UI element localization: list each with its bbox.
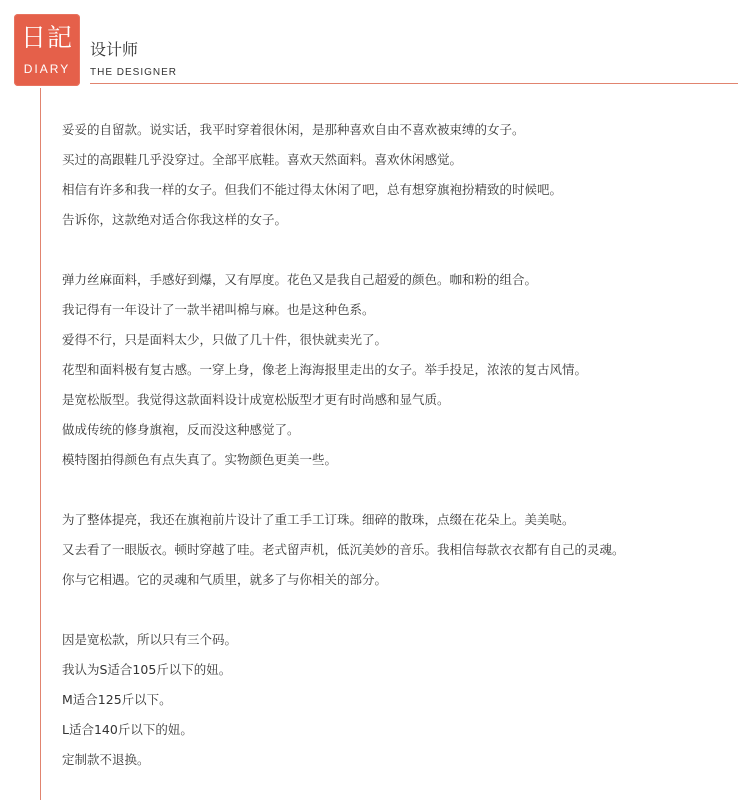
text-line: 相信有许多和我一样的女子。但我们不能过得太休闲了吧，总有想穿旗袍扮精致的时候吧。 [62,182,563,197]
text-line: 又去看了一眼版衣。顿时穿越了哇。老式留声机，低沉美妙的音乐。我相信每款衣衣都有自己的灵魂。 [62,542,625,557]
logo-sub-text: DIARY [23,62,71,76]
section-title: 设计师 [90,40,139,59]
paragraph-4 [62,625,742,775]
paragraph-2 [62,265,742,475]
text-line: 买过的高跟鞋几乎没穿过。全部平底鞋。喜欢天然面料。喜欢休闲感觉。 [62,152,463,167]
text-line: 妥妥的自留款。说实话，我平时穿着很休闲，是那种喜欢自由不喜欢被束缚的女子。 [62,122,525,137]
text-line: 花型和面料极有复古感。一穿上身，像老上海海报里走出的女子。举手投足，浓浓的复古风情。 [62,362,588,377]
text-line: 我记得有一年设计了一款半裙叫棉与麻。也是这种色系。 [62,302,375,317]
text-line: 我认为S适合105斤以下的妞。 [62,662,232,677]
text-line: 告诉你，这款绝对适合你我这样的女子。 [62,212,288,227]
text-line: L适合140斤以下的妞。 [62,722,193,737]
text-line: 模特图拍得颜色有点失真了。实物颜色更美一些。 [62,452,338,467]
section-subtitle: THE DESIGNER [90,67,178,78]
diary-logo [14,14,80,86]
header-divider [90,83,738,84]
logo-main-text: 日記 [20,23,73,52]
vertical-rule [40,88,41,800]
designer-diary-header [0,0,750,100]
text-line: 你与它相遇。它的灵魂和气质里，就多了与你相关的部分。 [62,572,388,587]
text-line: 定制款不退换。 [62,752,150,767]
text-line: 爱得不行，只是面料太少，只做了几十件，很快就卖光了。 [62,332,388,347]
paragraph-3 [62,505,742,595]
text-line: 因是宽松款，所以只有三个码。 [62,632,238,647]
text-line: M适合125斤以下。 [62,692,172,707]
diary-content [62,115,742,805]
text-line: 为了整体提亮，我还在旗袍前片设计了重工手工订珠。细碎的散珠，点缀在花朵上。美美哒。 [62,512,575,527]
text-line: 做成传统的修身旗袍，反而没这种感觉了。 [62,422,300,437]
paragraph-1 [62,115,742,235]
text-line: 是宽松版型。我觉得这款面料设计成宽松版型才更有时尚感和显气质。 [62,392,450,407]
text-line: 弹力丝麻面料，手感好到爆，又有厚度。花色又是我自己超爱的颜色。咖和粉的组合。 [62,272,538,287]
